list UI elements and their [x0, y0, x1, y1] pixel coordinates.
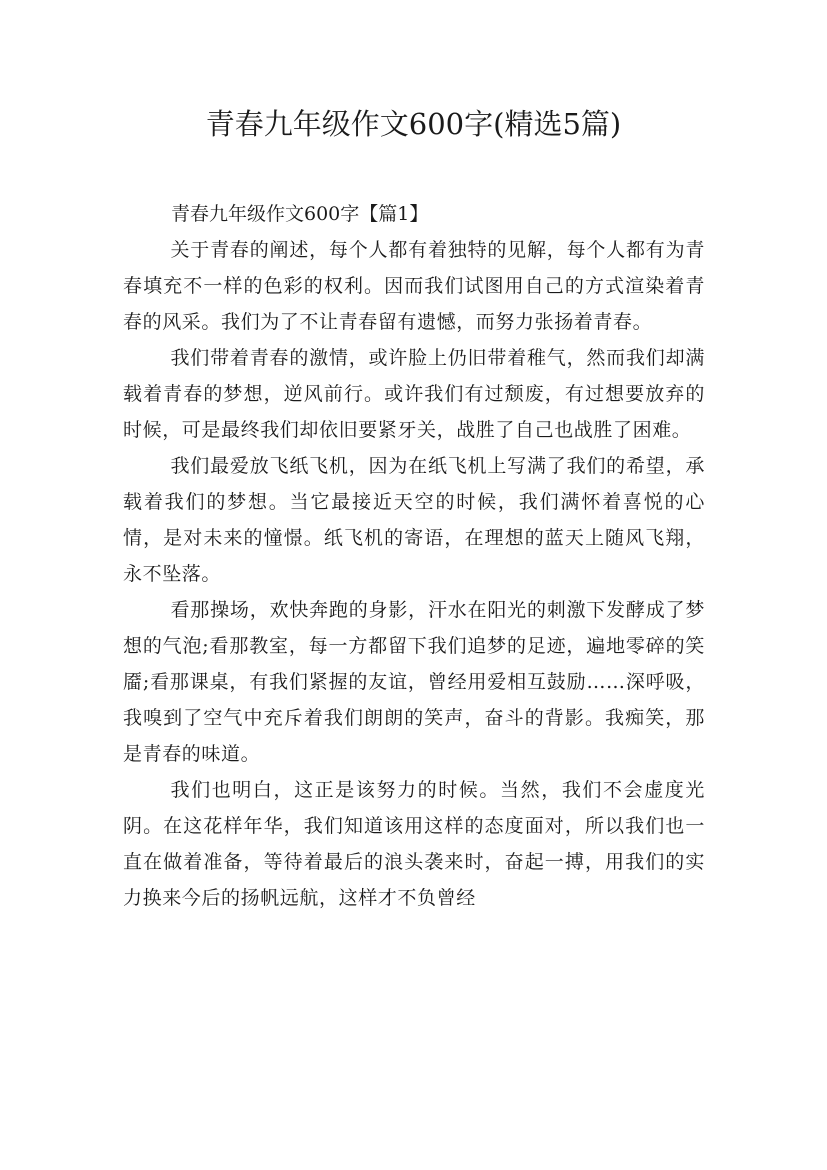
section-heading: 青春九年级作文600字【篇1】 [171, 203, 429, 225]
paragraph-2: 我们带着青春的激情，或许脸上仍旧带着稚气，然而我们却满载着青春的梦想，逆风前行。或许我们有过颓废，有过想要放弃的时候，可是最终我们却依旧要紧牙关，战胜了自己也战胜了困难。 [123, 347, 705, 441]
paragraph-1: 关于青春的阐述，每个人都有着独特的见解，每个人都有为青春填充不一样的色彩的权利。因而我们试图用自己的方式渲染着青春的风采。我们为了不让青春留有遗憾，而努力张扬着青春。 [123, 239, 705, 333]
paragraph-3: 我们最爱放飞纸飞机，因为在纸飞机上写满了我们的希望，承载着我们的梦想。当它最接近天空的时候，我们满怀着喜悦的心情，是对未来的憧憬。纸飞机的寄语，在理想的蓝天上随风飞翔，永不坠落。 [123, 455, 705, 585]
paragraph-4: 看那操场，欢快奔跑的身影，汗水在阳光的刺激下发酵成了梦想的气泡;看那教室，每一方都留下我们追梦的足迹，遍地零碎的笑靥;看那课桌，有我们紧握的友谊，曾经用爱相互鼓励……深呼吸，我嗅到了空气中充斥着我们朗朗的笑声，奋斗的背影。我痴笑，那是青春的味道。 [123, 599, 705, 765]
document-title: 青春九年级作文600字(精选5篇) [205, 107, 622, 141]
paragraph-5: 我们也明白，这正是该努力的时候。当然，我们不会虚度光阴。在这花样年华，我们知道该用这样的态度面对，所以我们也一直在做着准备，等待着最后的浪头袭来时，奋起一搏，用我们的实力换来今后的扬帆远航，这样才不负曾经 [123, 779, 705, 909]
article-body [123, 196, 705, 916]
